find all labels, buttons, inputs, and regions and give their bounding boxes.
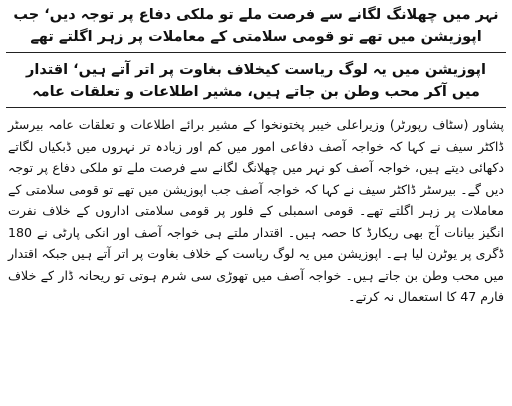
headline-divider-bottom <box>6 107 506 108</box>
article-subheadline: اپوزیشن میں یہ لوگ ریاست کیخلاف بغاوت پر اتر آتے ہیں‘ اقتدار میں آکر محب وطن بن جاتے ہیں، مشیر اطلاعات و تعلقات عامہ <box>26 62 486 100</box>
article-headline: نہر میں چھلانگ لگانے سے فرصت ملے تو ملکی دفاع پر توجہ دیں‘ جب اپوزیشن میں تھے تو قومی سلامتی کے معاملات پر زہر اگلتے تھے <box>13 7 499 45</box>
article-body: پشاور (سٹاف رپورٹر) وزیراعلی خیبر پختونخوا کے مشیر برائے اطلاعات و تعلقات عامہ بیرسٹر ڈاکٹر سیف نے کہا کہ خواجہ آصف دفاعی امور میں کم اور زیادہ تر نہروں میں ڈبکیاں لگاتے دکھائی دیتے ہیں، خواجہ آصف کو نہر میں چھلانگ لگانے سے فرصت ملے تو ملکی دفاع پر توجہ دیں گے۔ بیرسٹر ڈاکٹر سیف نے کہا کہ خواجہ آصف جب اپوزیشن میں تھے تو قومی سلامتی کے معاملات پر زہر اگلتے تھے۔ قومی اسمبلی کے فلور پر قومی سلامتی اداروں کے خلاف نفرت انگیز بیانات آج بھی ریکارڈ کا حصہ ہیں۔ اقتدار ملتے ہی خواجہ آصف اور انکی پارٹی نے 180 ڈگری پر یوٹرن لیا ہے۔ اپوزیشن میں یہ لوگ ریاست کے خلاف بغاوت پر اتر آتے ہیں جبکہ اقتدار میں محب وطن بن جاتے ہیں۔ خواجہ آصف میں تھوڑی سی شرم ہوتی تو ریحانہ ڈار کے خلاف فارم 47 کا استعمال نہ کرتے۔ <box>8 117 504 304</box>
headline-divider-top <box>6 52 506 53</box>
